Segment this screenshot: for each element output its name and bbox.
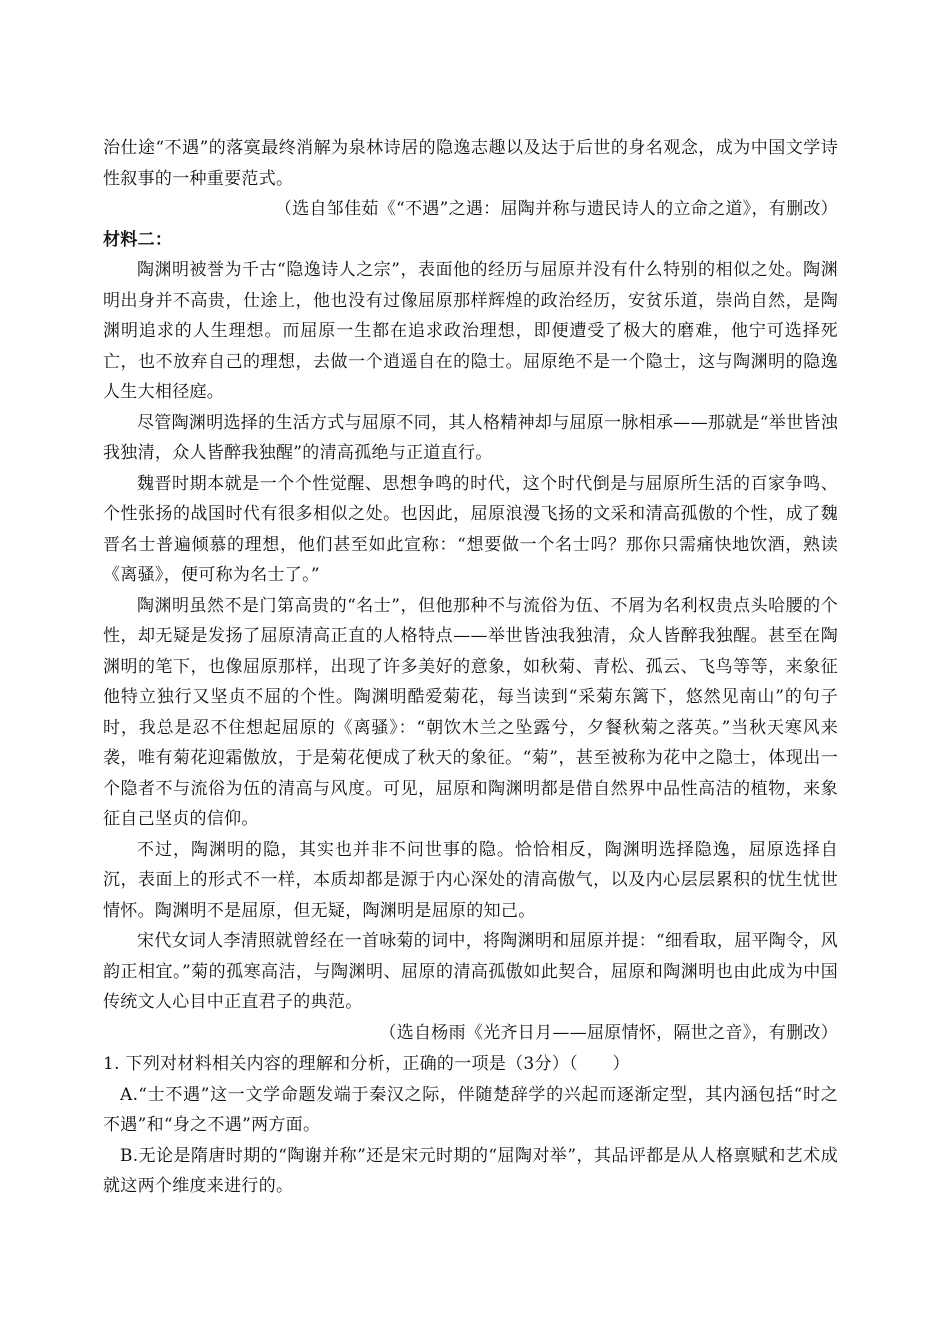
- question-1-stem: 1. 下列对材料相关内容的理解和分析，正确的一项是（3分）（ ）: [103, 1054, 630, 1074]
- material2-source: （选自杨雨《光齐日月——屈原情怀，隔世之音》，有删改）: [379, 1022, 838, 1043]
- material2-paragraph: 尽管陶渊明选择的生活方式与屈原不同，其人格精神却与屈原一脉相承——那就是“举世皆浊我独清，众人皆醉我独醒”的清高孤绝与正道直行。: [103, 412, 838, 463]
- material1-source: （选自邹佳茹《“不遇”之遇：屈陶并称与遗民诗人的立命之道》，有删改）: [274, 199, 838, 219]
- material2-paragraph: 宋代女词人李清照就曾经在一首咏菊的词中，将陶渊明和屈原并提：“细看取，屈平陶令，风韵正相宜。”菊的孤寒高洁，与陶渊明、屈原的清高孤傲如此契合，屈原和陶渊明也由此成为中国传统文人心目中正直君子的典范。: [103, 931, 838, 1012]
- material2-paragraph: 魏晋时期本就是一个个性觉醒、思想争鸣的时代，这个时代倒是与屈原所生活的百家争鸣、个性张扬的战国时代有很多相似之处。也因此，屈原浪漫飞扬的文采和清高孤傲的个性，成了魏晋名士普遍倾慕的理想，他们甚至如此宣称：“想要做一个名士吗？那你只需痛快地饮酒，熟读《离骚》，便可称为名士了。”: [103, 473, 838, 585]
- question-1-option-b: B.无论是隋唐时期的“陶谢并称”还是宋元时期的“屈陶对举”，其品评都是从人格禀赋和艺术成就这两个维度来进行的。: [103, 1145, 838, 1196]
- material2-paragraph: 陶渊明被誉为千古“隐逸诗人之宗”，表面他的经历与屈原并没有什么特别的相似之处。陶渊明出身并不高贵，仕途上，他也没有过像屈原那样辉煌的政治经历，安贫乐道，崇尚自然，是陶渊明追求的人生理想。而屈原一生都在追求政治理想，即便遭受了极大的磨难，他宁可选择死亡，也不放弃自己的理想，去做一个逍遥自在的隐士。屈原绝不是一个隐士，这与陶渊明的隐逸人生大相径庭。: [103, 260, 838, 402]
- material2-paragraph: 陶渊明虽然不是门第高贵的“名士”，但他那种不与流俗为伍、不屑为名利权贵点头哈腰的个性，却无疑是发扬了屈原清高正直的人格特点——举世皆浊我独清，众人皆醉我独醒。甚至在陶渊明的笔下，也像屈原那样，出现了许多美好的意象，如秋菊、青松、孤云、飞鸟等等，来象征他特立独行又坚贞不屈的个性。陶渊明酷爱菊花，每当读到“采菊东篱下，悠然见南山”的句子时，我总是忍不住想起屈原的《离骚》：“朝饮木兰之坠露兮，夕餐秋菊之落英。”当秋天寒风来袭，唯有菊花迎霜傲放，于是菊花便成了秋天的象征。“菊”，甚至被称为花中之隐士，体现出一个隐者不与流俗为伍的清高与风度。可见，屈原和陶渊明都是借自然界中品性高洁的植物，来象征自己坚贞的信仰。: [103, 595, 838, 829]
- material1-paragraph-end: 治仕途“不遇”的落寞最终消解为泉林诗居的隐逸志趣以及达于后世的身名观念，成为中国文学诗性叙事的一种重要范式。: [103, 138, 838, 189]
- question-1-option-a: A.“士不遇”这一文学命题发端于秦汉之际，伴随楚辞学的兴起而逐渐定型，其内涵包括“时之不遇”和“身之不遇”两方面。: [103, 1084, 838, 1135]
- material2-paragraph: 不过，陶渊明的隐，其实也并非不问世事的隐。恰恰相反，陶渊明选择隐逸，屈原选择自沉，表面上的形式不一样，本质却都是源于内心深处的清高傲气，以及内心层层累积的忧生忧世情怀。陶渊明不是屈原，但无疑，陶渊明是屈原的知己。: [103, 839, 838, 921]
- document-body: [103, 133, 838, 1202]
- material2-heading: 材料二：: [103, 229, 173, 250]
